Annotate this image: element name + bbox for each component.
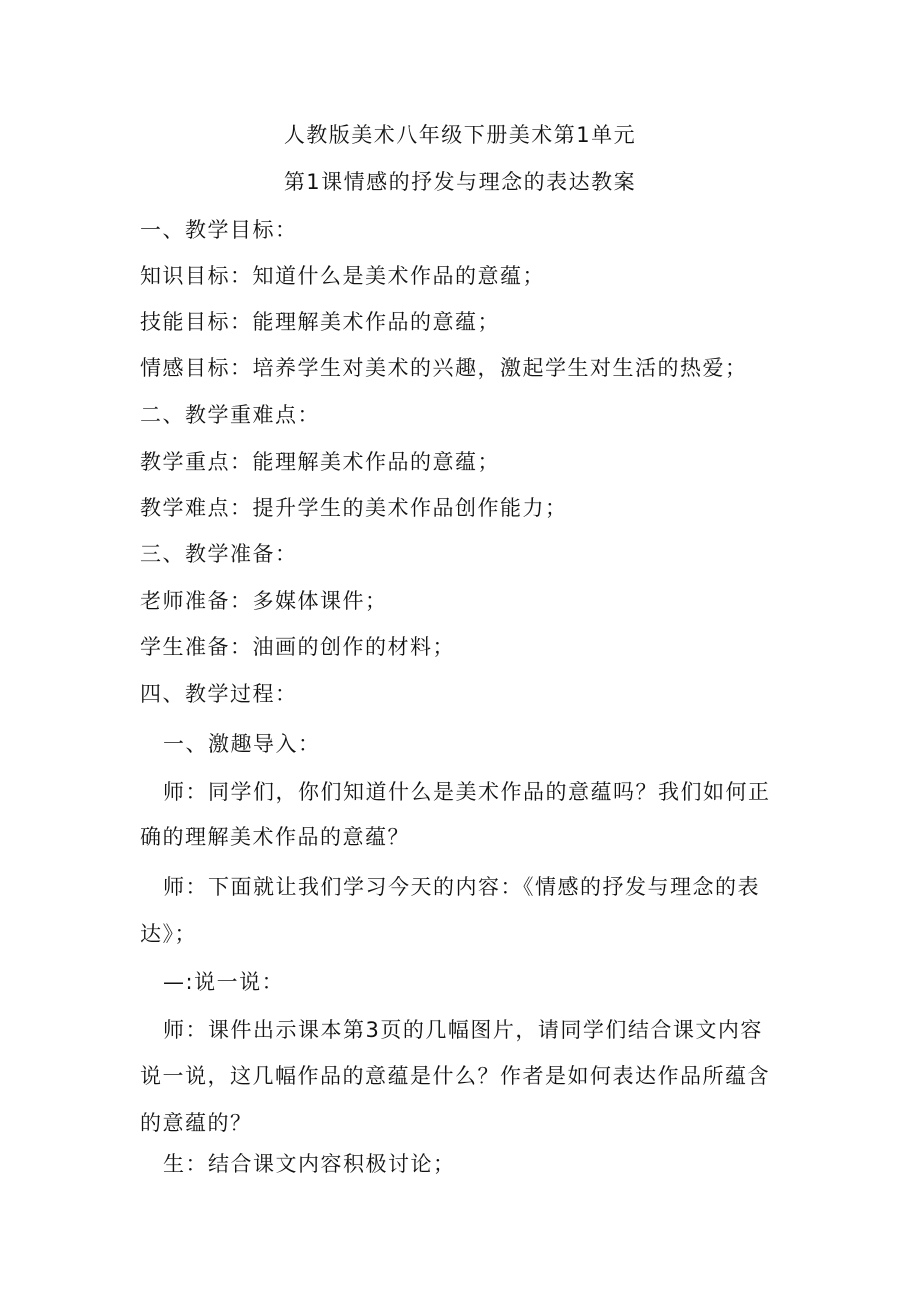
text-line: 教学难点：提升学生的美术作品创作能力； <box>140 496 568 520</box>
paragraph-line: 达》； <box>140 922 197 946</box>
text-line: 情感目标：培养学生对美术的兴趣，激起学生对生活的热爱； <box>140 356 748 380</box>
document-title: 人教版美术八年级下册美术第1单元 <box>283 123 637 147</box>
subsection-heading: —:说一说： <box>163 970 285 994</box>
text-line: 知识目标：知道什么是美术作品的意蕴； <box>140 264 545 288</box>
text-line: 学生准备：油画的创作的材料； <box>140 635 455 659</box>
paragraph-line: 的意蕴的？ <box>140 1111 253 1135</box>
paragraph-line: 说一说，这几幅作品的意蕴是什么？作者是如何表达作品所蕴含 <box>140 1064 770 1088</box>
section-heading-key-points: 二、教学重难点： <box>140 403 320 427</box>
text-line: 技能目标：能理解美术作品的意蕴； <box>140 310 500 334</box>
paragraph-line: 师：下面就让我们学习今天的内容：《情感的抒发与理念的表 <box>163 875 760 899</box>
section-heading-objectives: 一、教学目标： <box>140 218 298 242</box>
paragraph-line: 确的理解美术作品的意蕴？ <box>140 825 410 849</box>
section-heading-preparation: 三、教学准备： <box>140 542 298 566</box>
paragraph-line: 师：课件出示课本第3页的几幅图片，请同学们结合课文内容 <box>163 1018 763 1042</box>
document-subtitle: 第1课情感的抒发与理念的表达教案 <box>283 170 637 194</box>
subsection-heading: 一、激趣导入： <box>163 732 321 756</box>
section-heading-process: 四、教学过程： <box>140 682 298 706</box>
text-line: 教学重点：能理解美术作品的意蕴； <box>140 450 500 474</box>
text-line: 老师准备：多媒体课件； <box>140 589 388 613</box>
paragraph-line: 生：结合课文内容积极讨论； <box>163 1152 456 1176</box>
paragraph-line: 师：同学们，你们知道什么是美术作品的意蕴吗？我们如何正 <box>163 780 771 804</box>
